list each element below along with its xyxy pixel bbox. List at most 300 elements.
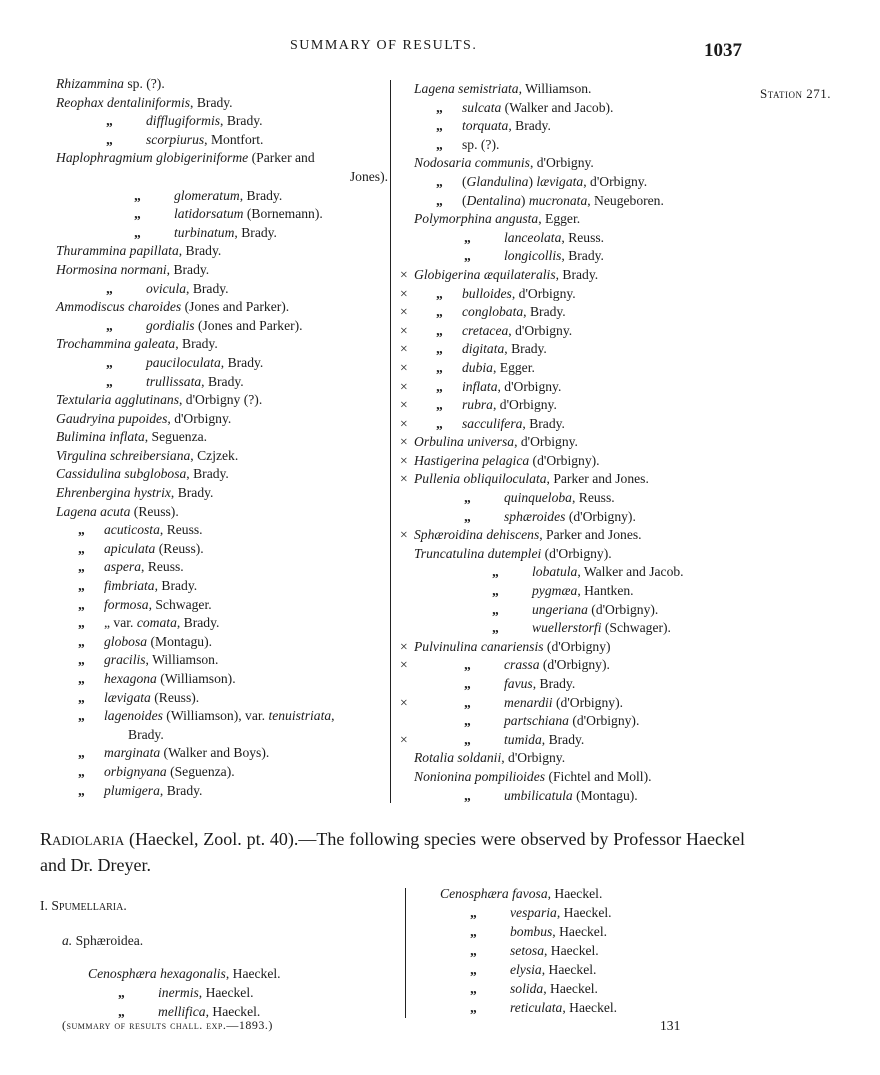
- entry-body: [400, 173, 647, 192]
- ditto-mark: „: [78, 745, 85, 761]
- ditto-mark: „: [492, 564, 499, 580]
- species-name: Ammodiscus charoides: [56, 299, 182, 315]
- species-name: conglobata: [462, 304, 524, 320]
- species-entry: [440, 941, 740, 960]
- species-list-left: [56, 75, 388, 800]
- species-name: Thurammina papillata: [56, 243, 179, 259]
- ditto-mark: „: [492, 601, 499, 617]
- species-authority: (Williamson).: [156, 671, 236, 686]
- species-name: Textularia agglutinans: [56, 392, 179, 408]
- species-entry: [56, 317, 388, 336]
- entry-body: [56, 168, 388, 187]
- entry-body: [56, 187, 282, 206]
- species-name: inermis: [158, 985, 199, 1000]
- ditto-mark: „: [106, 317, 113, 333]
- species-entry: [56, 149, 388, 168]
- ditto-mark: „: [436, 397, 443, 413]
- species-authority: , Brady.: [239, 187, 283, 203]
- species-entry: [400, 136, 745, 155]
- ditto-mark: „: [436, 136, 443, 152]
- species-name: lævigata: [104, 689, 151, 705]
- entry-body: [56, 373, 244, 392]
- species-authority: , d'Orbigny.: [514, 434, 578, 450]
- species-entry: [56, 391, 388, 410]
- species-entry: [56, 112, 388, 131]
- species-name: globosa: [104, 633, 148, 649]
- radiolaria-text: (Haeckel, Zool. pt. 40).—The following species were observed by Professor Haeckel and Dr. Dreyer.: [40, 829, 745, 875]
- ditto-mark: „: [106, 113, 113, 129]
- species-name: lanceolata: [504, 229, 562, 245]
- entry-body: [400, 80, 591, 99]
- species-entry: [400, 99, 745, 118]
- species-entry: [56, 75, 388, 94]
- species-name-3: lævigata: [536, 173, 584, 189]
- species-authority-3: , Neugeboren.: [587, 192, 664, 208]
- species-entry: [400, 247, 745, 266]
- species-name: Sphæroidina dehiscens: [414, 527, 540, 543]
- species-entry: [400, 415, 745, 434]
- species-entry: [400, 285, 745, 304]
- ditto-mark: „: [464, 508, 471, 524]
- species-name: Polymorphina angusta: [414, 211, 539, 227]
- entry-body: [56, 465, 229, 484]
- ditto-mark: „: [106, 354, 113, 370]
- entry-body: [400, 359, 535, 378]
- species-name: Cenosphæra favosa: [440, 886, 548, 901]
- species-name: pauciloculata: [146, 354, 221, 370]
- species-name: Rotalia soldanii: [414, 750, 502, 766]
- species-name: Lagena acuta: [56, 503, 131, 519]
- species-authority: , Brady.: [522, 415, 565, 431]
- species-authority: (Montagu).: [572, 787, 638, 803]
- entry-body: [56, 596, 212, 615]
- species-entry: [56, 726, 388, 745]
- species-name: elysia: [510, 962, 542, 977]
- ditto-mark: „: [78, 522, 85, 538]
- species-authority: , Brady.: [541, 731, 585, 747]
- species-authority: , Brady.: [201, 373, 244, 389]
- species-authority: , Reuss.: [141, 559, 184, 575]
- species-entry: [400, 378, 745, 397]
- species-entry: [56, 447, 388, 466]
- ditto-mark: „: [106, 373, 113, 389]
- species-entry: [400, 173, 745, 192]
- ditto-mark: „: [436, 118, 443, 134]
- ditto-mark: „: [464, 657, 471, 673]
- species-authority: , d'Orbigny.: [497, 378, 562, 394]
- entry-body: [56, 484, 213, 503]
- entry-body: [56, 428, 207, 447]
- presence-mark: ×: [400, 452, 408, 468]
- ditto-mark: „: [436, 359, 443, 375]
- species-authority: , Brady.: [523, 304, 566, 320]
- species-authority: , Brady.: [504, 341, 547, 357]
- species-authority: (d'Orbigny).: [587, 601, 659, 617]
- entry-body: [56, 651, 218, 670]
- species-name: turbinatum: [174, 224, 235, 240]
- entry-body: [56, 149, 315, 168]
- species-authority: , Hantken.: [577, 583, 634, 599]
- entry-body: [56, 558, 184, 577]
- species-entry: [56, 354, 388, 373]
- species-authority: , Brady.: [166, 261, 210, 277]
- species-entry: [440, 998, 740, 1017]
- species-entry: [400, 675, 745, 694]
- entry-body: [400, 545, 612, 564]
- species-authority: , d'Orbigny.: [508, 322, 573, 338]
- species-name: Virgulina schreibersiana: [56, 447, 191, 463]
- species-name: gracilis: [104, 652, 146, 668]
- species-name: reticulata: [510, 1000, 563, 1015]
- species-authority: , Haeckel.: [225, 966, 281, 981]
- species-authority: , Schwager.: [148, 596, 212, 612]
- species-name: ungeriana: [532, 601, 588, 617]
- ditto-mark: „: [436, 173, 443, 189]
- species-name: glomeratum: [174, 187, 240, 203]
- species-authority: (Seguenza).: [166, 763, 235, 779]
- entry-body: [400, 526, 642, 545]
- species-name: gordialis: [146, 317, 195, 333]
- species-entry: [56, 577, 388, 596]
- entry-body: [440, 884, 602, 903]
- entry-body: [400, 210, 580, 229]
- species-authority: (Jones and Parker).: [194, 317, 303, 333]
- species-name: formosa: [104, 596, 149, 612]
- species-name: partschiana: [504, 713, 569, 729]
- ditto-mark: „: [470, 981, 477, 996]
- species-entry: [56, 94, 388, 113]
- species-authority: , Haeckel.: [556, 905, 612, 920]
- species-authority: , Haeckel.: [552, 924, 608, 939]
- entry-body: [400, 489, 615, 508]
- entry-body: [400, 192, 664, 211]
- radiolaria-heading: Radiolaria: [40, 829, 125, 849]
- species-entry: [440, 922, 740, 941]
- presence-mark: ×: [400, 266, 408, 282]
- species-authority: , Haeckel.: [547, 886, 603, 901]
- species-entry: [56, 410, 388, 429]
- ditto-mark: „: [106, 280, 113, 296]
- species-name: latidorsatum: [174, 206, 244, 222]
- species-name: vesparia: [510, 905, 557, 920]
- species-authority: (: [462, 192, 467, 208]
- ditto-mark: „: [134, 187, 141, 203]
- species-authority: (Parker and: [248, 150, 315, 166]
- species-entry: [400, 452, 745, 471]
- entry-body: [56, 726, 164, 745]
- ditto-mark: „: [436, 378, 443, 394]
- species-entry: [400, 340, 745, 359]
- species-name: inflata: [462, 378, 498, 394]
- entry-body: [56, 577, 197, 596]
- species-name: apiculata: [104, 540, 156, 556]
- species-entry: [400, 359, 745, 378]
- species-entry: [400, 712, 745, 731]
- species-entry: [56, 689, 388, 708]
- spumellaria-list: [40, 896, 390, 1021]
- entry-body: [56, 242, 221, 261]
- species-name: pygmæa: [532, 583, 578, 599]
- entry-body: [440, 998, 617, 1017]
- species-authority: sp. (?).: [462, 136, 500, 152]
- entry-body: [400, 415, 565, 434]
- presence-mark: ×: [400, 341, 408, 357]
- species-name: fimbriata: [104, 578, 155, 594]
- species-authority: , Montfort.: [204, 131, 264, 147]
- species-entry: [56, 596, 388, 615]
- presence-mark: ×: [400, 359, 408, 375]
- entry-body: [440, 960, 596, 979]
- species-name-3: mucronata: [528, 192, 588, 208]
- species-authority: (Walker and Boys).: [160, 745, 270, 761]
- ditto-mark: „: [78, 633, 85, 649]
- entry-body: [440, 903, 612, 922]
- species-entry: [56, 298, 388, 317]
- species-authority: , Haeckel.: [543, 943, 599, 958]
- entry-body: [40, 983, 254, 1002]
- entry-body: [56, 670, 236, 689]
- species-entry: [400, 749, 745, 768]
- species-entry: [400, 694, 745, 713]
- species-authority: , Egger.: [538, 211, 581, 227]
- species-entry: [440, 960, 740, 979]
- species-authority: , Parker and Jones.: [546, 471, 649, 487]
- species-authority-2: ): [520, 192, 529, 208]
- species-entry: [56, 670, 388, 689]
- entry-body: [56, 447, 238, 466]
- entry-body: [56, 763, 235, 782]
- ditto-mark: „: [118, 1004, 125, 1019]
- entry-body: [56, 391, 262, 410]
- species-entry: [56, 763, 388, 782]
- species-authority-2: ,: [331, 708, 335, 724]
- species-entry: [400, 322, 745, 341]
- entry-body: [440, 922, 607, 941]
- entry-body: [56, 131, 263, 150]
- entry-body: [440, 941, 599, 960]
- ditto-mark: „: [464, 713, 471, 729]
- species-authority: , Brady.: [234, 224, 277, 240]
- species-name: sacculifera: [462, 415, 523, 431]
- entry-body: [400, 433, 578, 452]
- species-authority: (Montagu).: [147, 633, 212, 649]
- station-label: Station 271.: [760, 86, 832, 101]
- species-entry: [400, 117, 745, 136]
- entry-body: [56, 540, 204, 559]
- presence-mark: ×: [400, 694, 408, 710]
- ditto-mark: „: [78, 652, 85, 668]
- species-entry: [400, 656, 745, 675]
- presence-mark: ×: [400, 527, 408, 543]
- species-entry: [40, 964, 390, 983]
- species-authority: , Williamson.: [145, 652, 219, 668]
- species-entry: [56, 782, 388, 801]
- entry-body: [400, 601, 658, 620]
- ditto-mark: „: [464, 731, 471, 747]
- species-authority: , Brady.: [159, 782, 203, 798]
- page-number: 1037: [704, 40, 742, 61]
- running-header: SUMMARY OF RESULTS.: [290, 38, 478, 53]
- entry-body: [56, 280, 229, 299]
- species-authority: , d'Orbigny (?).: [179, 392, 263, 408]
- ditto-mark: „: [436, 99, 443, 115]
- species-name: Hormosina normani: [56, 261, 167, 277]
- species-name: Hastigerina pelagica: [414, 452, 530, 468]
- species-name: Truncatulina dutemplei: [414, 545, 542, 561]
- species-authority: , Brady.: [190, 94, 233, 110]
- species-entry: [56, 242, 388, 261]
- species-authority: (Walker and Jacob).: [501, 99, 614, 115]
- species-entry: [56, 503, 388, 522]
- ditto-mark: „: [106, 131, 113, 147]
- species-authority: , Brady.: [220, 354, 264, 370]
- ditto-mark: „: [78, 763, 85, 779]
- subsection-heading: [40, 931, 390, 950]
- ditto-mark: „: [78, 559, 85, 575]
- presence-mark: ×: [400, 434, 408, 450]
- species-name: bulloides: [462, 285, 512, 301]
- presence-mark: ×: [400, 304, 408, 320]
- entry-body: [440, 979, 598, 998]
- species-name: setosa: [510, 943, 544, 958]
- entry-body: [400, 656, 610, 675]
- species-authority-2: ): [528, 173, 537, 189]
- species-authority-2: , Brady.: [176, 615, 220, 631]
- species-name: orbignyana: [104, 763, 167, 779]
- species-authority: , Haeckel.: [562, 1000, 618, 1015]
- species-name: Pulvinulina canariensis: [414, 638, 544, 654]
- ditto-mark: „: [464, 676, 471, 691]
- species-authority: (d'Orbigny).: [541, 545, 612, 561]
- species-authority-3: , d'Orbigny.: [583, 173, 648, 189]
- species-name: Bulimina inflata: [56, 429, 145, 445]
- spumellaria-items: [40, 964, 390, 1021]
- species-authority: , d'Orbigny.: [167, 410, 232, 426]
- species-name: ovicula: [146, 280, 187, 296]
- species-entry: [400, 210, 745, 229]
- species-authority: , d'Orbigny.: [501, 750, 566, 766]
- species-name: trullissata: [146, 373, 202, 389]
- ditto-mark: „: [78, 578, 85, 594]
- presence-mark: ×: [400, 657, 408, 673]
- entry-body: [400, 303, 566, 322]
- species-name: lobatula: [532, 564, 578, 580]
- species-entry: [440, 979, 740, 998]
- species-authority: , d'Orbigny.: [492, 397, 557, 413]
- presence-mark: ×: [400, 285, 408, 301]
- species-authority: (Williamson), var.: [162, 708, 269, 724]
- entry-body: [56, 521, 203, 540]
- ditto-mark: „: [134, 206, 141, 222]
- species-authority: , Brady.: [186, 280, 229, 296]
- species-entry: [400, 582, 745, 601]
- presence-mark: ×: [400, 638, 408, 654]
- species-authority: (d'Orbigny).: [539, 657, 610, 673]
- species-name: longicollis: [504, 248, 562, 264]
- species-entry: [56, 335, 388, 354]
- species-entry: [56, 224, 388, 243]
- species-entry: [400, 508, 745, 527]
- species-name: difflugiformis: [146, 113, 221, 129]
- species-authority: , Brady.: [561, 248, 604, 264]
- species-entry: [56, 131, 388, 150]
- presence-mark: ×: [400, 322, 408, 338]
- ditto-mark: „: [436, 322, 443, 338]
- species-name: sphæroides: [504, 508, 566, 524]
- entry-body: [400, 619, 671, 638]
- species-name: Reophax dentaliniformis: [56, 94, 191, 110]
- species-authority: , Seguenza.: [144, 429, 208, 445]
- species-name: acuticosta: [104, 522, 160, 538]
- species-authority: , Haeckel.: [198, 985, 254, 1000]
- species-name: rubra: [462, 397, 493, 413]
- ditto-mark: „: [436, 285, 443, 301]
- species-authority: (Bornemann).: [243, 206, 323, 222]
- species-authority: , Brady.: [220, 113, 263, 129]
- species-name: marginata: [104, 745, 161, 761]
- entry-body: [400, 582, 634, 601]
- ditto-mark: „: [78, 615, 85, 631]
- entry-body: [400, 99, 613, 118]
- species-entry: [400, 396, 745, 415]
- species-name: Cenosphæra hexagonalis: [88, 966, 226, 981]
- entry-body: [56, 503, 179, 522]
- species-entry: [400, 601, 745, 620]
- species-name-2: comata: [136, 615, 177, 631]
- ditto-mark: „: [470, 943, 477, 958]
- species-entry: [400, 80, 745, 99]
- species-name-2: Dentalina: [466, 192, 521, 208]
- entry-body: [400, 266, 598, 285]
- entry-body: [400, 638, 611, 657]
- species-name: lagenoides: [104, 708, 163, 724]
- ditto-mark: „: [78, 708, 85, 724]
- species-entry: [400, 787, 745, 806]
- species-authority: , Brady.: [175, 336, 218, 352]
- ditto-mark: „: [464, 694, 471, 710]
- species-authority: , Czjzek.: [190, 447, 239, 463]
- species-name: digitata: [462, 341, 505, 357]
- species-name: tumida: [504, 731, 542, 747]
- presence-mark: ×: [400, 378, 408, 394]
- entry-body: [56, 707, 335, 726]
- entry-body: [56, 744, 269, 763]
- species-entry: [56, 465, 388, 484]
- species-authority: , Haeckel.: [543, 981, 598, 996]
- entry-body: [56, 633, 212, 652]
- entry-body: [400, 768, 652, 787]
- entry-body: [400, 229, 604, 248]
- species-authority: „ var.: [104, 615, 137, 631]
- species-name: favus: [504, 676, 533, 691]
- species-authority: (Fichtel and Moll).: [545, 768, 652, 784]
- species-entry: [400, 303, 745, 322]
- species-authority: (Reuss).: [130, 503, 179, 519]
- footer-citation: (summary of results chall. exp.—1893.): [62, 1018, 273, 1032]
- species-authority: , Williamson.: [518, 81, 592, 96]
- species-authority: , Parker and Jones.: [539, 527, 642, 543]
- species-name: bombus: [510, 924, 553, 939]
- entry-body: [56, 261, 209, 280]
- entry-body: [56, 94, 233, 113]
- ditto-mark: „: [464, 248, 471, 264]
- species-name: Pullenia obliquiloculata: [414, 471, 547, 487]
- presence-mark: ×: [400, 415, 408, 431]
- species-name: solida: [510, 981, 544, 996]
- entry-body: [56, 782, 202, 801]
- entry-body: [56, 298, 289, 317]
- ditto-mark: „: [78, 540, 85, 556]
